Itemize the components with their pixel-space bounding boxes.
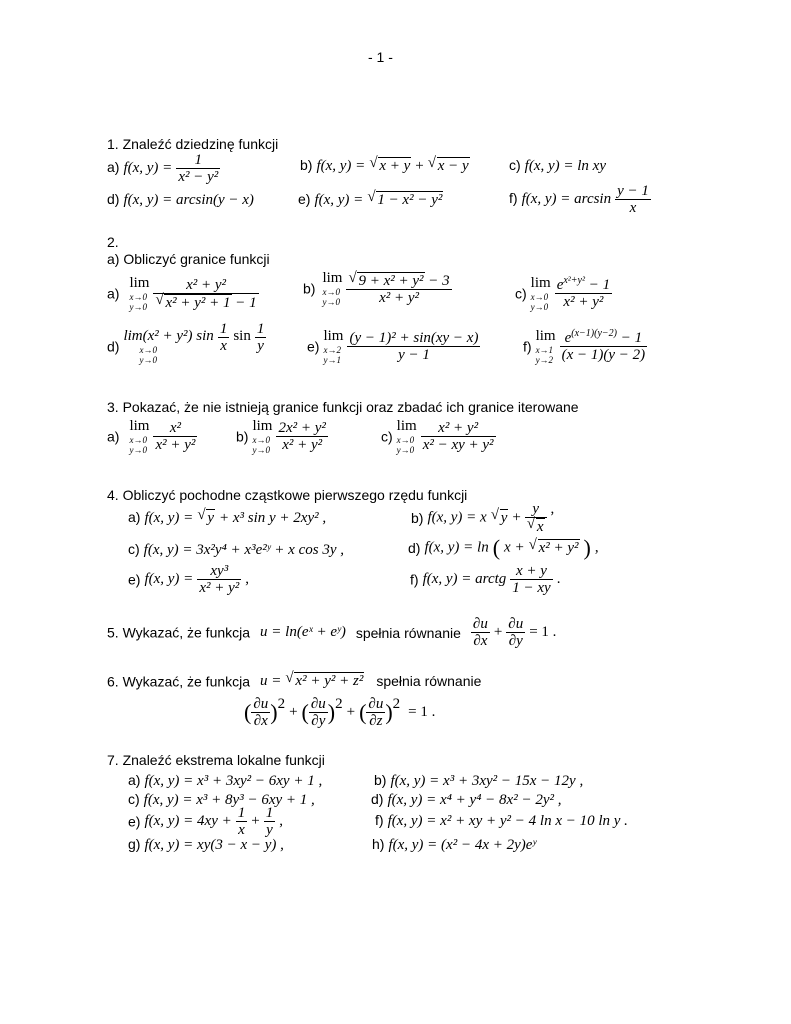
- fraction: [236, 805, 248, 838]
- section-4-title: 4. Obliczyć pochodne cząstkowe pierwszego rzędu funkcji: [107, 487, 468, 503]
- denominator: ∂y: [506, 632, 525, 649]
- fraction: [525, 501, 547, 535]
- problem-2c: [515, 275, 612, 312]
- math-expression: f(x, y) = 3x²y⁴ + x³e²ʸ + x cos 3y ,: [143, 542, 344, 558]
- denominator: ∂y: [309, 712, 328, 729]
- lim-text: lim: [396, 418, 417, 434]
- problem-2f: [523, 328, 647, 365]
- numerator: (y − 1)² + sin(xy − x): [349, 330, 479, 346]
- exp-power: (x−1)(y−2): [571, 328, 617, 339]
- numerator-tail: − 1: [588, 277, 611, 293]
- problem-4f: [410, 563, 560, 596]
- denominator: x² + y²: [346, 289, 451, 306]
- fraction: [366, 696, 385, 729]
- label-f: f): [509, 190, 518, 207]
- denominator: [525, 517, 547, 535]
- label-f: f): [523, 338, 532, 355]
- problem-7h: [372, 836, 536, 854]
- limit-sub-y: y→0: [252, 445, 270, 455]
- numerator: xy³: [210, 563, 229, 579]
- denominator: [153, 293, 258, 311]
- radical: √ 1 − x² − y²: [367, 189, 443, 208]
- numerator: y − 1: [617, 183, 649, 199]
- radicand: x + y: [379, 158, 411, 174]
- limit-operator: [129, 418, 149, 455]
- limit-sub-x: x→0: [252, 435, 270, 445]
- label-e: e): [307, 338, 320, 355]
- math-lhs: f(x, y) = arcsin: [521, 191, 612, 208]
- problem-1e: [298, 191, 443, 209]
- fraction: [346, 269, 451, 306]
- limit-sub-y: y→0: [322, 297, 340, 307]
- radicand: x² + y² + z²: [295, 673, 364, 690]
- denominator: y − 1: [347, 346, 480, 363]
- limit-operator: [322, 270, 342, 307]
- problem-4e: [128, 563, 249, 596]
- limit-sub-x: x→0: [139, 345, 157, 355]
- fraction: [176, 152, 220, 185]
- radical: √ y: [490, 507, 508, 526]
- punctuation: .: [556, 571, 561, 587]
- numerator: ∂u: [253, 696, 269, 712]
- numerator: [560, 330, 648, 346]
- limit-sub-y: y→0: [129, 445, 147, 455]
- denominator: x: [615, 199, 651, 216]
- numerator: ∂u: [508, 616, 524, 632]
- label-f: f): [375, 812, 384, 828]
- exponent: 2: [392, 696, 401, 712]
- fraction: [153, 277, 258, 311]
- label-a: a): [107, 285, 120, 302]
- numerator: 1: [265, 805, 274, 821]
- numerator: x²: [169, 420, 182, 436]
- operator-plus: +: [415, 158, 424, 174]
- left-paren: (: [492, 535, 501, 560]
- denominator: x² + y²: [199, 580, 240, 596]
- limit-sub-y: y→0: [530, 302, 549, 312]
- label-e: e): [128, 813, 141, 830]
- math-expression: f(x, y) = x⁴ + y⁴ − 8x² − 2y² ,: [387, 792, 562, 808]
- limit-sub-y: y→1: [323, 355, 341, 365]
- limit-operator: [252, 418, 272, 455]
- label-d: d): [107, 191, 120, 207]
- lim-text: lim: [129, 418, 150, 434]
- math-lhs: f(x, y) = ln: [424, 539, 489, 556]
- problem-7e: [128, 805, 283, 838]
- label-b: b): [303, 280, 316, 297]
- limit-operator: [397, 418, 417, 455]
- math-expression: f(x, y) = (x² − 4x + 2y)eʸ: [388, 837, 537, 853]
- operator-plus: +: [512, 509, 521, 526]
- problem-4c: [128, 541, 344, 559]
- operator-plus: +: [289, 704, 298, 720]
- numerator: x + y: [516, 563, 547, 579]
- math-expression: u = ln(eˣ + eʸ): [260, 624, 346, 640]
- denominator: ∂z: [366, 712, 385, 729]
- exp-base: e: [564, 330, 572, 346]
- math-lhs: f(x, y) =: [123, 160, 173, 177]
- math-lhs: f(x, y) =: [316, 158, 366, 174]
- problem-7g: [128, 836, 284, 854]
- math-expression: f(x, y) = x² + xy + y² − 4 ln x − 10 ln y .: [387, 813, 628, 829]
- fraction: [309, 696, 328, 729]
- limit-sub-x: x→0: [530, 292, 549, 302]
- problem-6-equation: [244, 696, 435, 729]
- limit-sub-x: x→0: [129, 292, 147, 302]
- label-d: d): [408, 540, 421, 556]
- math-expression: f(x, y) = ln xy: [524, 158, 606, 174]
- limit-sub-x: x→1: [535, 345, 554, 355]
- problem-1a: [107, 152, 220, 185]
- problem-3c: [381, 418, 496, 455]
- limit-sub-x: x→0: [322, 287, 340, 297]
- math-lhs: f(x, y) =: [144, 571, 194, 587]
- numerator: ∂u: [368, 696, 384, 712]
- section-2-number: 2.: [107, 234, 119, 250]
- problem-3a: [107, 418, 197, 455]
- fraction: [560, 330, 648, 363]
- exp-base: e: [556, 277, 564, 293]
- numerator: x² + y²: [438, 420, 479, 436]
- numerator: 1: [194, 152, 203, 168]
- denominator: x: [236, 821, 248, 838]
- section-2-title: a) Obliczyć granice funkcji: [107, 251, 270, 267]
- denominator: x² − y²: [178, 169, 219, 185]
- radicand: x: [536, 519, 544, 535]
- math-lhs: f(x, y) =: [144, 510, 194, 526]
- denominator-tail: − 1: [235, 294, 257, 311]
- math-lhs: f(x, y) = x: [427, 509, 487, 526]
- label-c: c): [128, 791, 140, 807]
- operator-plus: +: [346, 704, 356, 720]
- fraction: [153, 420, 197, 453]
- problem-4a: [128, 509, 326, 527]
- fraction: [347, 330, 480, 363]
- fraction: [264, 805, 276, 838]
- section-3-title: 3. Pokazać, że nie istnieją granice funkcji oraz zbadać ich granice iterowane: [107, 399, 579, 415]
- numerator: 1: [219, 321, 228, 337]
- lim-text: lim: [129, 275, 150, 291]
- punctuation: ,: [279, 813, 283, 829]
- radicand: x² + y²: [538, 540, 579, 556]
- problem-5: [107, 616, 556, 649]
- label-f: f): [410, 571, 419, 588]
- problem-2d: [107, 321, 266, 365]
- fraction: [510, 563, 552, 596]
- lim-text: lim: [323, 328, 344, 344]
- problem-2a: [107, 275, 259, 312]
- math-tail: = 1 .: [529, 624, 557, 640]
- limit-operator: [123, 328, 213, 365]
- math-expression: f(x, y) = x³ + 8y³ − 6xy + 1 ,: [143, 792, 315, 808]
- problem-1d: [107, 191, 254, 209]
- limit-sub-x: x→0: [396, 435, 415, 445]
- radicand: y: [500, 510, 508, 526]
- problem-6-lead: [107, 672, 481, 690]
- math-expression: f(x, y) = x³ + 3xy² − 6xy + 1 ,: [144, 773, 323, 789]
- numerator: 2x² + y²: [278, 420, 326, 436]
- radicand: x² + y² + 1: [165, 294, 231, 311]
- left-paren: (: [359, 699, 367, 725]
- numerator: [555, 277, 612, 293]
- math-lhs: u =: [260, 672, 282, 689]
- left-paren: (: [301, 699, 309, 725]
- label-c: c): [509, 157, 521, 173]
- numerator: x² + y²: [186, 276, 227, 293]
- lim-text: lim: [252, 418, 273, 434]
- fraction: [506, 616, 525, 649]
- fraction: [555, 277, 612, 310]
- math-expression: f(x, y) = x³ + 3xy² − 15x − 12y ,: [390, 773, 584, 789]
- numerator: ∂u: [472, 616, 488, 632]
- problem-7b: [374, 772, 583, 790]
- label-c: c): [381, 428, 393, 445]
- fraction: [276, 420, 327, 453]
- problem-4b: [411, 501, 554, 535]
- lim-text: lim: [530, 275, 551, 291]
- math-expression: f(x, y) = xy(3 − x − y) ,: [144, 837, 284, 853]
- label-b: b): [411, 510, 424, 526]
- limit-operator: [536, 328, 556, 365]
- exp-power: x²+y²: [563, 275, 585, 286]
- limit-sub-y: y→0: [129, 302, 147, 312]
- problem-7a: [128, 772, 322, 790]
- operator-plus: +: [251, 813, 260, 829]
- denominator: ∂x: [471, 632, 490, 649]
- math-lhs: f(x, y) = 4xy +: [144, 813, 232, 829]
- numerator-tail: − 1: [620, 330, 643, 346]
- punctuation: ,: [594, 539, 599, 556]
- right-paren: ): [327, 699, 336, 725]
- right-paren: ): [385, 699, 393, 725]
- limit-operator: [531, 275, 551, 312]
- denominator: x² + y²: [155, 437, 196, 453]
- label-a: a): [107, 159, 120, 176]
- fraction: [471, 616, 490, 649]
- lim-text: lim: [322, 270, 343, 286]
- radicand: 1 − x² − y²: [377, 192, 443, 208]
- punctuation: ,: [245, 571, 249, 587]
- radical: √ y: [197, 507, 214, 526]
- label-a: a): [128, 772, 141, 788]
- problem-7d: [371, 791, 561, 809]
- sin-text: sin: [233, 328, 251, 344]
- math-tail: + x³ sin y + 2xy² ,: [218, 510, 327, 526]
- denominator: x: [218, 337, 230, 354]
- radicand: x − y: [437, 158, 469, 174]
- radical: √ x² + y² + 1: [155, 291, 231, 311]
- denominator: x² + y²: [555, 293, 612, 310]
- numerator: 1: [237, 805, 246, 821]
- denominator: 1 − xy: [512, 580, 551, 596]
- section-6-lead: 6. Wykazać, że funkcja: [107, 673, 251, 690]
- problem-1c: [509, 157, 606, 175]
- label-d: d): [107, 338, 120, 355]
- limit-operator: [323, 328, 343, 365]
- problem-2b: [303, 270, 452, 307]
- lim-text: lim: [535, 328, 556, 344]
- math-lhs: f(x, y) = arctg: [422, 571, 507, 587]
- limit-sub-x: x→0: [129, 435, 147, 445]
- numerator: ∂u: [310, 696, 326, 712]
- exponent: 2: [335, 696, 343, 712]
- label-b: b): [236, 428, 249, 445]
- math-lhs: f(x, y) =: [314, 192, 364, 208]
- fraction: [421, 420, 496, 453]
- label-c: c): [515, 285, 527, 302]
- numerator: [346, 269, 451, 289]
- section-6-mid: spełnia równanie: [376, 673, 482, 690]
- fraction: [255, 321, 267, 354]
- section-1-title: 1. Znaleźć dziedzinę funkcji: [107, 136, 279, 152]
- denominator: x² − xy + y²: [422, 437, 494, 453]
- problem-1b: [300, 157, 470, 175]
- fraction: [251, 696, 270, 729]
- problem-7f: [375, 812, 628, 830]
- denominator: x² + y²: [276, 436, 327, 453]
- right-paren: ): [583, 535, 591, 560]
- right-paren: ): [270, 699, 278, 725]
- limit-sub-y: y→0: [396, 445, 415, 455]
- denominator: y: [264, 821, 276, 838]
- label-h: h): [372, 836, 385, 852]
- problem-1f: [509, 183, 651, 216]
- exponent: 2: [277, 696, 286, 712]
- radicand: 9 + x² + y²: [358, 272, 424, 289]
- page-number: - 1 -: [368, 49, 393, 65]
- punctuation: ,: [550, 501, 555, 517]
- radical: √ 9 + x² + y²: [348, 269, 424, 289]
- section-5-lead: 5. Wykazać, że funkcja: [107, 624, 251, 641]
- problem-2e: [307, 328, 480, 365]
- label-e: e): [298, 191, 311, 207]
- section-5-mid: spełnia równanie: [355, 624, 461, 641]
- label-b: b): [300, 157, 313, 173]
- radical: √ x − y: [427, 155, 469, 174]
- limit-sub-y: y→2: [535, 355, 554, 365]
- fraction: [197, 563, 241, 596]
- denominator: (x − 1)(y − 2): [561, 347, 646, 363]
- numerator: 1: [256, 321, 265, 337]
- numerator: y: [532, 501, 540, 517]
- lim-head: lim(x² + y²) sin: [123, 328, 214, 344]
- problem-3b: [236, 418, 328, 455]
- math-tail: = 1 .: [408, 704, 436, 720]
- label-a: a): [107, 428, 120, 445]
- radical: √ x² + y²: [528, 537, 579, 556]
- problem-4d: [408, 537, 599, 559]
- radical: √ x² + y² + z²: [285, 670, 364, 690]
- limit-sub-x: x→2: [323, 345, 341, 355]
- numerator-tail: − 3: [428, 272, 450, 289]
- label-e: e): [128, 571, 141, 588]
- label-c: c): [128, 541, 140, 557]
- radicand: y: [207, 510, 214, 526]
- label-g: g): [128, 836, 141, 852]
- left-paren: (: [244, 699, 252, 725]
- label-d: d): [371, 791, 384, 807]
- radical: √ x: [526, 516, 544, 535]
- radical: √ x + y: [369, 155, 411, 174]
- section-7-title: 7. Znaleźć ekstrema lokalne funkcji: [107, 752, 325, 768]
- limit-operator: [129, 275, 149, 312]
- math-expression: f(x, y) = arcsin(y − x): [123, 192, 254, 208]
- label-b: b): [374, 772, 387, 788]
- operator-plus: +: [493, 624, 503, 640]
- denominator: y: [255, 337, 267, 354]
- fraction: [615, 183, 651, 216]
- math-inner: x +: [504, 539, 525, 556]
- label-a: a): [128, 509, 141, 525]
- limit-sub-y: y→0: [139, 355, 157, 365]
- denominator: ∂x: [251, 712, 270, 729]
- fraction: [218, 321, 230, 354]
